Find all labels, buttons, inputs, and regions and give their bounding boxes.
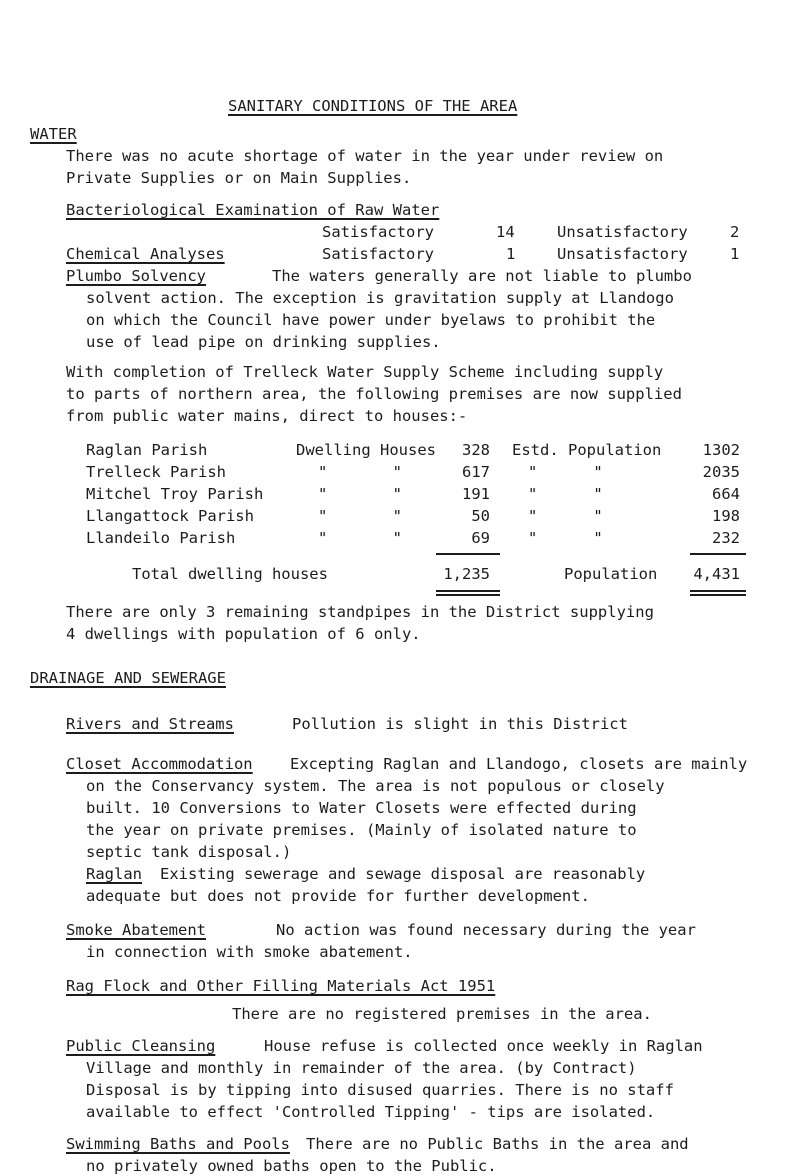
- chem-heading: Chemical Analyses: [66, 245, 225, 263]
- closet-line: septic tank disposal.): [86, 843, 292, 861]
- standpipes-line: There are only 3 remaining standpipes in the District supplying: [66, 603, 654, 621]
- parish-name: Raglan Parish: [86, 441, 208, 459]
- rag-flock-text: There are no registered premises in the area.: [232, 1005, 652, 1023]
- cleansing-line: Disposal is by tipping into disused quarries. There is no staff: [86, 1081, 674, 1099]
- dwelling-type: " ": [318, 463, 402, 481]
- drainage-heading: DRAINAGE AND SEWERAGE: [30, 669, 226, 687]
- rag-flock-heading: Rag Flock and Other Filling Materials Act 1951: [66, 977, 496, 995]
- est-label: Estd. Population: [512, 441, 662, 459]
- houses-count: 328: [462, 441, 490, 459]
- raglan-heading: Raglan: [86, 865, 142, 883]
- total-population: 4,431: [693, 565, 740, 583]
- water-para-line: Private Supplies or on Main Supplies.: [66, 169, 412, 187]
- est-label: " ": [528, 485, 603, 503]
- houses-count: 617: [462, 463, 490, 481]
- population-count: 664: [712, 485, 740, 503]
- closet-heading: Closet Accommodation: [66, 755, 253, 773]
- parish-name: Trelleck Parish: [86, 463, 226, 481]
- est-label: " ": [528, 507, 603, 525]
- swimming-heading: Swimming Baths and Pools: [66, 1135, 290, 1153]
- raglan-line: adequate but does not provide for further development.: [86, 887, 590, 905]
- houses-count: 191: [462, 485, 490, 503]
- plumbo-line: The waters generally are not liable to plumbo: [272, 267, 692, 285]
- rivers-text: Pollution is slight in this District: [292, 715, 628, 733]
- standpipes-line: 4 dwellings with population of 6 only.: [66, 625, 421, 643]
- raglan-line: Existing sewerage and sewage disposal are reasonably: [160, 865, 646, 883]
- est-label: " ": [528, 529, 603, 547]
- bact-heading: Bacteriological Examination of Raw Water: [66, 201, 440, 219]
- rivers-heading: Rivers and Streams: [66, 715, 234, 733]
- smoke-line: in connection with smoke abatement.: [86, 943, 413, 961]
- smoke-heading: Smoke Abatement: [66, 921, 206, 939]
- dwelling-type: Dwelling Houses: [296, 441, 436, 459]
- population-total-double-rule: [690, 590, 746, 592]
- chem-unsat-label: Unsatisfactory: [557, 245, 688, 263]
- trelleck-line: With completion of Trelleck Water Supply Scheme including supply: [66, 363, 664, 381]
- dwelling-type: " ": [318, 529, 402, 547]
- parish-name: Mitchel Troy Parish: [86, 485, 264, 503]
- water-para-line: There was no acute shortage of water in the year under review on: [66, 147, 664, 165]
- swimming-line: no privately owned baths open to the Public.: [86, 1157, 497, 1175]
- parish-name: Llangattock Parish: [86, 507, 254, 525]
- houses-count: 69: [471, 529, 490, 547]
- population-count: 2035: [702, 463, 740, 481]
- page-title: SANITARY CONDITIONS OF THE AREA: [228, 97, 518, 115]
- total-pop-label: Population: [564, 565, 658, 583]
- bact-unsat-value: 2: [730, 223, 740, 241]
- plumbo-line: solvent action. The exception is gravitation supply at Llandogo: [86, 289, 674, 307]
- bact-sat-label: Satisfactory: [322, 223, 434, 241]
- cleansing-line: House refuse is collected once weekly in Raglan: [264, 1037, 703, 1055]
- chem-unsat-value: 1: [730, 245, 740, 263]
- trelleck-line: to parts of northern area, the following premises are now supplied: [66, 385, 682, 403]
- total-houses: 1,235: [443, 565, 490, 583]
- dwelling-type: " ": [318, 507, 402, 525]
- dwelling-type: " ": [318, 485, 402, 503]
- bact-unsat-label: Unsatisfactory: [557, 223, 688, 241]
- smoke-line: No action was found necessary during the year: [276, 921, 696, 939]
- houses-subtotal-rule: [436, 553, 500, 555]
- trelleck-line: from public water mains, direct to houses:-: [66, 407, 468, 425]
- houses-count: 50: [471, 507, 490, 525]
- cleansing-line: available to effect 'Controlled Tipping' - tips are isolated.: [86, 1103, 656, 1121]
- population-count: 1302: [702, 441, 740, 459]
- total-label: Total dwelling houses: [132, 565, 328, 583]
- houses-total-double-rule: [436, 590, 500, 592]
- population-total-double-rule: [690, 594, 746, 596]
- closet-line: the year on private premises. (Mainly of isolated nature to: [86, 821, 637, 839]
- plumbo-line: use of lead pipe on drinking supplies.: [86, 333, 441, 351]
- cleansing-heading: Public Cleansing: [66, 1037, 216, 1055]
- population-count: 232: [712, 529, 740, 547]
- plumbo-line: on which the Council have power under byelaws to prohibit the: [86, 311, 656, 329]
- houses-total-double-rule: [436, 594, 500, 596]
- cleansing-line: Village and monthly in remainder of the area. (by Contract): [86, 1059, 637, 1077]
- closet-line: Excepting Raglan and Llandogo, closets are mainly: [290, 755, 748, 773]
- swimming-line: There are no Public Baths in the area and: [306, 1135, 689, 1153]
- chem-sat-label: Satisfactory: [322, 245, 434, 263]
- population-count: 198: [712, 507, 740, 525]
- closet-line: on the Conservancy system. The area is not populous or closely: [86, 777, 665, 795]
- closet-line: built. 10 Conversions to Water Closets were effected during: [86, 799, 637, 817]
- bact-sat-value: 14: [496, 223, 515, 241]
- chem-sat-value: 1: [506, 245, 516, 263]
- plumbo-heading: Plumbo Solvency: [66, 267, 206, 285]
- parish-name: Llandeilo Parish: [86, 529, 236, 547]
- population-subtotal-rule: [690, 553, 746, 555]
- est-label: " ": [528, 463, 603, 481]
- water-heading: WATER: [30, 125, 77, 143]
